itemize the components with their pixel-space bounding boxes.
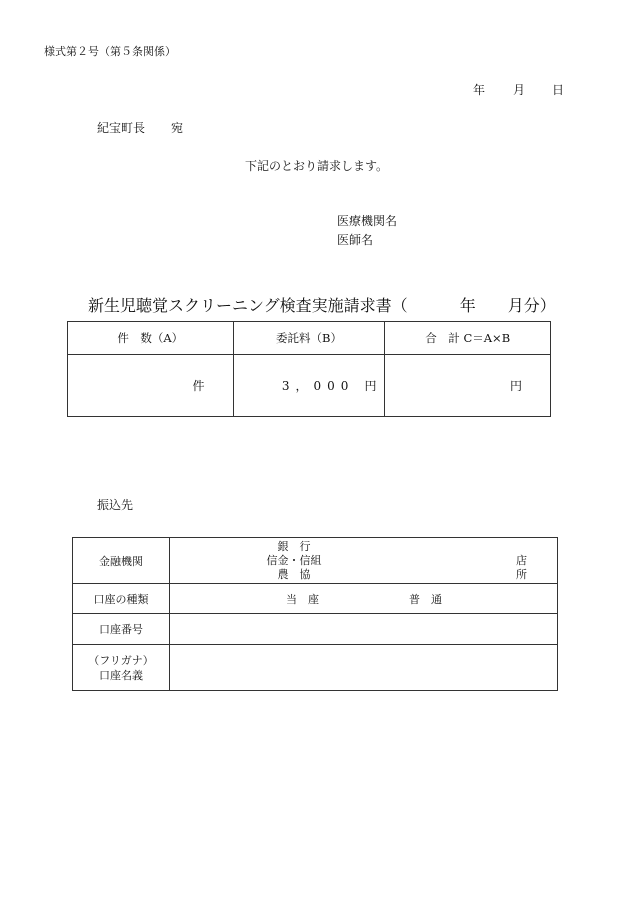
financial-institution-field[interactable] [170, 538, 558, 584]
doctor-name-label: 医師名 [337, 233, 374, 247]
branch-type-list [516, 554, 527, 582]
account-type-checking[interactable]: 当 座 [286, 592, 319, 606]
account-number-row [73, 614, 558, 645]
institution-type-nokyo: 農 協 [277, 568, 311, 581]
addressee-name: 紀宝町長 [97, 121, 146, 135]
count-header: 件 数（A） [68, 322, 234, 355]
fee-unit: 円 [364, 379, 377, 393]
account-name-label-cell [73, 645, 170, 691]
count-unit: 件 [192, 379, 205, 393]
financial-institution-label: 金融機関 [73, 538, 170, 584]
total-cell[interactable] [385, 355, 551, 417]
request-statement: 下記のとおり請求します。 [245, 159, 389, 173]
branch-type-store: 店 [516, 554, 527, 567]
account-type-field[interactable] [170, 584, 558, 614]
form-number: 様式第２号（第５条関係） [44, 45, 176, 58]
institution-type-bank: 銀 行 [277, 540, 311, 553]
total-unit: 円 [509, 379, 522, 393]
account-name-row [73, 645, 558, 691]
fee-amount: 3，000 [281, 379, 355, 393]
account-name-field[interactable] [170, 645, 558, 691]
account-name-furigana-label: （フリガナ） [88, 653, 154, 667]
institution-type-shinkin: 信金・信組 [266, 554, 322, 567]
fee-header: 委託料（B） [233, 322, 385, 355]
transfer-destination-label: 振込先 [97, 498, 134, 512]
document-title [88, 293, 556, 316]
institution-name-label: 医療機関名 [337, 214, 398, 228]
fee-table-header-row [68, 322, 551, 355]
institution-type-list [254, 540, 334, 582]
account-type-label: 口座の種類 [73, 584, 170, 614]
fee-table [67, 321, 551, 417]
addressee-suffix: 宛 [171, 121, 184, 135]
title-year: 年 [459, 296, 476, 315]
account-number-field[interactable] [170, 614, 558, 645]
addressee [97, 119, 183, 136]
branch-type-office: 所 [516, 568, 527, 581]
title-main: 新生児聴覚スクリーニング検査実施請求書（ [88, 296, 408, 315]
fee-table-value-row [68, 355, 551, 417]
date-month-label: 月 [513, 83, 526, 97]
date-year-label: 年 [473, 83, 486, 97]
financial-institution-row [73, 538, 558, 584]
count-cell[interactable] [68, 355, 234, 417]
bank-table [72, 537, 558, 691]
account-name-label: 口座名義 [99, 668, 143, 682]
date-day-label: 日 [552, 83, 565, 97]
total-header: 合 計 C＝A×B [385, 322, 551, 355]
fee-cell [233, 355, 385, 417]
account-number-label: 口座番号 [73, 614, 170, 645]
account-type-row [73, 584, 558, 614]
account-type-savings[interactable]: 普 通 [409, 592, 442, 606]
title-month: 月分） [507, 296, 556, 315]
